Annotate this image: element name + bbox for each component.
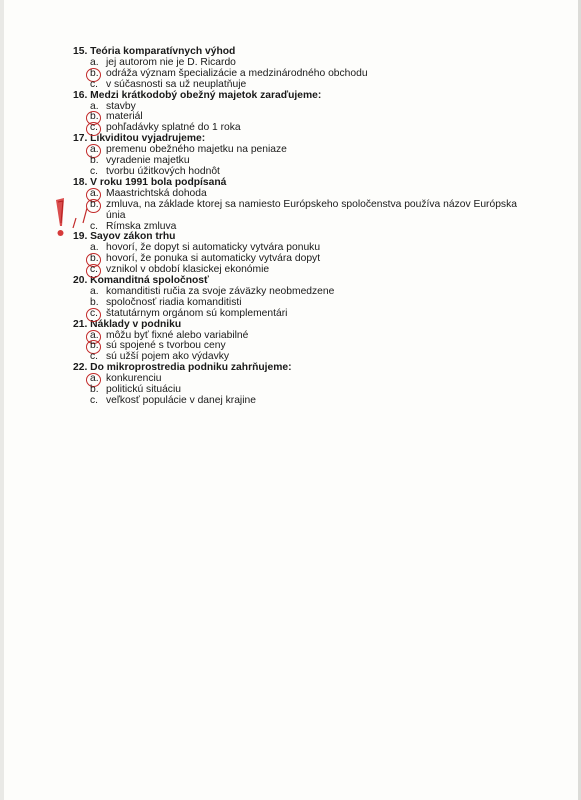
option-text: štatutárnym orgánom sú komplementári (106, 307, 288, 319)
option-list (73, 145, 523, 178)
option-c[interactable] (73, 123, 523, 134)
option-text: tvorbu úžitkových hodnôt (106, 165, 220, 177)
option-list (73, 331, 523, 364)
option-text: zmluva, na základe ktorej sa namiesto Európskeho spoločenstva používa názov Európska únia (106, 198, 517, 221)
option-letter: b. (90, 69, 104, 80)
option-letter: c. (90, 395, 99, 406)
option-letter: a. (90, 285, 99, 297)
option-letter: c. (90, 309, 104, 320)
option-letter: c. (90, 123, 104, 134)
question-21 (73, 320, 523, 364)
option-letter: a. (90, 331, 104, 342)
question-22 (73, 363, 523, 407)
question-title: 15. Teória komparatívnych výhod (73, 46, 236, 57)
question-title: 18. V roku 1991 bola podpísaná (73, 176, 227, 188)
option-letter: a. (90, 56, 99, 68)
option-text: politickú situáciu (106, 384, 181, 396)
option-letter: a. (90, 242, 99, 254)
option-list (73, 58, 523, 91)
option-letter: b. (90, 254, 104, 265)
option-letter: c. (90, 78, 99, 90)
option-letter: b. (90, 200, 104, 211)
option-text: jej autorom nie je D. Ricardo (106, 56, 236, 68)
option-letter: c. (90, 220, 99, 232)
option-text: vyradenie majetku (106, 155, 190, 167)
option-letter: a. (90, 189, 104, 200)
option-text: vznikol v období klasickej ekonómie (106, 264, 270, 276)
option-c[interactable] (73, 352, 523, 363)
option-list (73, 189, 523, 233)
option-text: stavby (106, 100, 136, 112)
question-17 (73, 134, 523, 178)
option-letter: a. (90, 374, 104, 385)
option-c[interactable] (73, 265, 523, 276)
option-text: konkurenciu (106, 373, 162, 385)
option-letter: c. (90, 265, 104, 276)
option-letter: b. (90, 112, 104, 123)
option-letter: a. (90, 100, 99, 112)
question-title: 20. Komanditná spoločnosť (73, 275, 209, 287)
question-title: 21. Náklady v podniku (73, 318, 182, 330)
option-text: môžu byť fixné alebo variabilné (106, 329, 249, 341)
question-20 (73, 276, 523, 320)
option-c[interactable] (73, 309, 523, 320)
option-text: odráža význam špecializácie a medzinárodného obchodu (106, 67, 368, 79)
option-c[interactable] (73, 167, 523, 178)
option-text: materiál (106, 111, 143, 123)
scan-edge-left (0, 0, 4, 800)
option-c[interactable] (73, 80, 523, 91)
option-letter: b. (90, 155, 99, 167)
option-list (73, 287, 523, 320)
option-text: pohľadávky splatné do 1 roka (106, 122, 241, 134)
option-letter: a. (90, 145, 104, 156)
option-letter: c. (90, 165, 99, 177)
option-list (73, 243, 523, 276)
question-title: 19. Sayov zákon trhu (73, 231, 176, 243)
quiz (73, 47, 523, 407)
question-15 (73, 47, 523, 91)
question-title: 16. Medzi krátkodobý obežný majetok zaraďujeme: (73, 89, 322, 101)
option-text: Rímska zmluva (106, 220, 177, 232)
option-c[interactable] (73, 222, 523, 233)
question-title: 17. Likviditou vyjadrujeme: (73, 133, 206, 145)
option-c[interactable] (73, 396, 523, 407)
option-text: sú spojené s tvorbou ceny (106, 340, 226, 352)
option-letter: c. (90, 351, 99, 363)
option-text: premenu obežného majetku na peniaze (106, 144, 287, 156)
question-19 (73, 232, 523, 276)
option-list (73, 102, 523, 135)
option-text: Maastrichtská dohoda (106, 187, 207, 199)
question-16 (73, 91, 523, 135)
option-text: hovorí, že ponuka si automaticky vytvára dopyt (106, 253, 321, 265)
question-18 (73, 178, 523, 233)
option-list (73, 374, 523, 407)
option-letter: b. (90, 341, 104, 352)
option-letter: b. (90, 384, 99, 396)
question-title: 22. Do mikroprostredia podniku zahrňujeme: (73, 362, 292, 374)
option-text: spoločnosť riadia komanditisti (106, 296, 242, 308)
option-letter: b. (90, 296, 99, 308)
option-text: v súčasnosti sa už neuplatňuje (106, 78, 247, 90)
option-text: hovorí, že dopyt si automaticky vytvára ponuku (106, 242, 321, 254)
option-text: veľkosť populácie v danej krajine (106, 395, 256, 406)
option-b[interactable] (73, 200, 523, 222)
option-text: sú užší pojem ako výdavky (106, 351, 230, 363)
option-text: komanditisti ručia za svoje záväzky neobmedzene (106, 285, 335, 297)
